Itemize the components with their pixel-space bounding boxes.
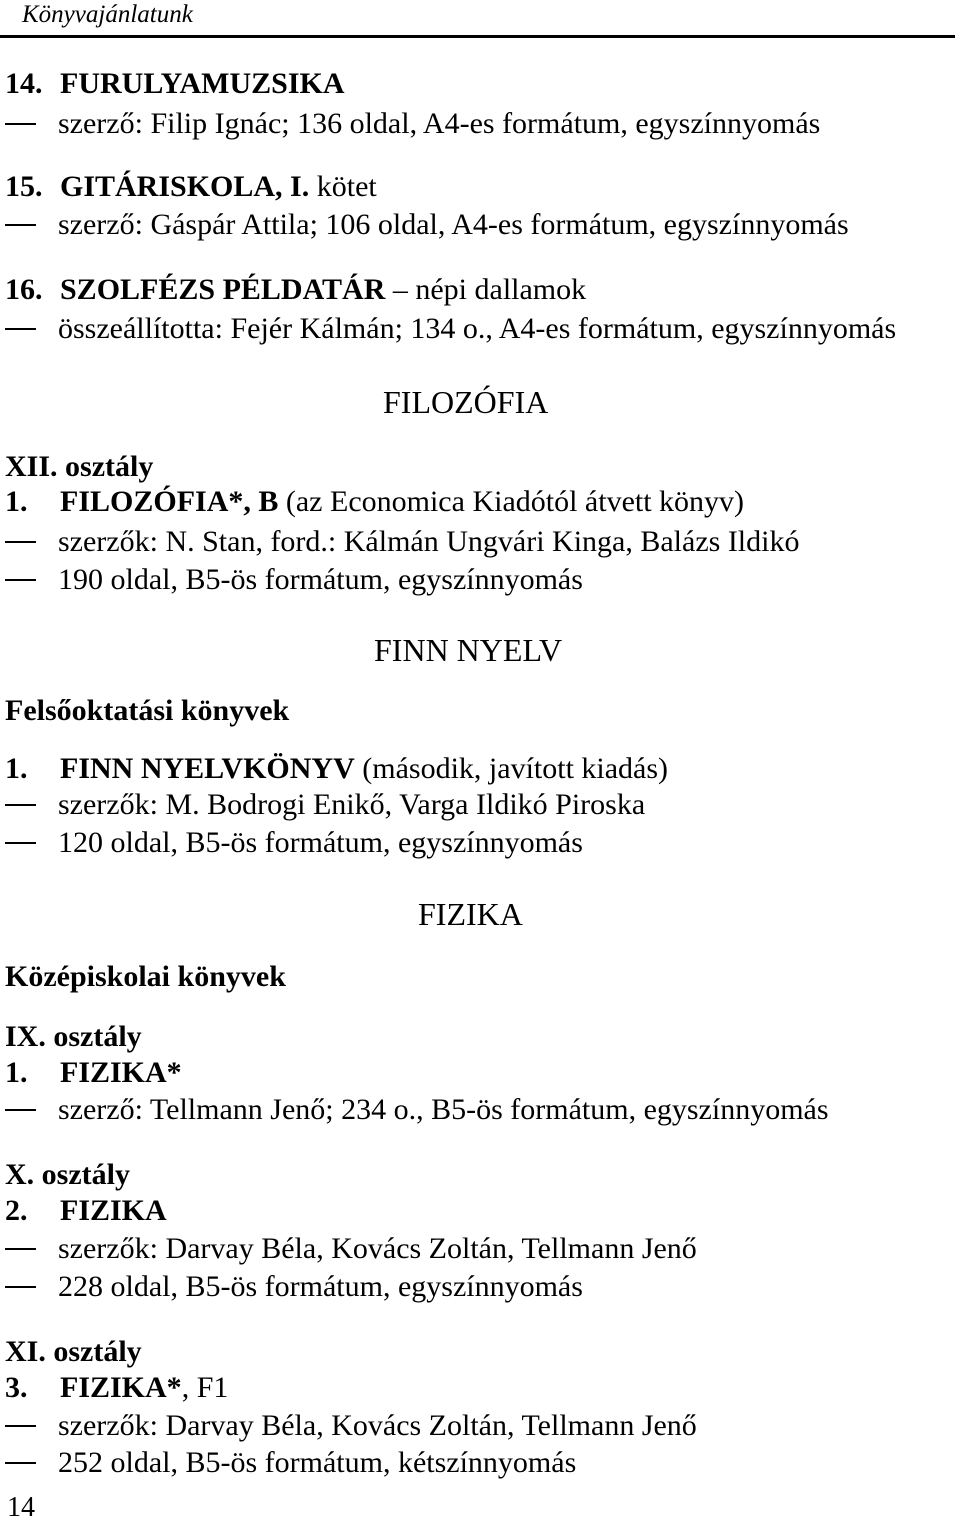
- book-title: FIZIKA*: [60, 1371, 182, 1404]
- item-number: 15.: [5, 170, 43, 203]
- book-detail: szerzők: Darvay Béla, Kovács Zoltán, Tellmann Jenő: [58, 1232, 697, 1265]
- book-title: FIZIKA: [60, 1194, 167, 1227]
- book-detail: 252 oldal, B5-ös formátum, kétszínnyomás: [58, 1446, 577, 1479]
- book-detail: 190 oldal, B5-ös formátum, egyszínnyomás: [58, 563, 583, 596]
- book-title-line: [5, 1370, 228, 1406]
- header-divider: [0, 35, 955, 38]
- section-heading-filozofia: FILOZÓFIA: [383, 384, 549, 420]
- item-number: 2.: [5, 1194, 28, 1227]
- category-label: Felsőoktatási könyvek: [5, 694, 290, 727]
- dash-bullet-icon: [5, 1248, 36, 1250]
- book-title-line: [5, 484, 744, 520]
- book-detail: szerző: Gáspár Attila; 106 oldal, A4-es formátum, egyszínnyomás: [58, 208, 849, 241]
- book-title-rest: (az Economica Kiadótól átvett könyv): [278, 485, 745, 518]
- dash-bullet-icon: [5, 541, 36, 543]
- book-detail: szerző: Tellmann Jenő; 234 o., B5-ös formátum, egyszínnyomás: [58, 1093, 829, 1126]
- book-title-line: [5, 751, 668, 787]
- class-label: IX. osztály: [5, 1020, 142, 1053]
- book-detail: 228 oldal, B5-ös formátum, egyszínnyomás: [58, 1270, 583, 1303]
- book-detail: szerzők: N. Stan, ford.: Kálmán Ungvári Kinga, Balázs Ildikó: [58, 525, 800, 558]
- class-label: X. osztály: [5, 1158, 130, 1191]
- dash-bullet-icon: [5, 804, 36, 806]
- book-detail: szerzők: M. Bodrogi Enikő, Varga Ildikó Piroska: [58, 788, 646, 821]
- page-number: 14: [7, 1492, 35, 1523]
- book-title-rest: – népi dallamok: [385, 273, 587, 306]
- dash-bullet-icon: [5, 328, 36, 330]
- dash-bullet-icon: [5, 842, 36, 844]
- dash-bullet-icon: [5, 1109, 36, 1111]
- section-heading-fizika: FIZIKA: [418, 896, 523, 932]
- book-title-line: [5, 1055, 182, 1091]
- book-title-rest: (második, javított kiadás): [354, 752, 669, 785]
- book-detail: szerző: Filip Ignác; 136 oldal, A4-es formátum, egyszínnyomás: [58, 107, 821, 140]
- item-number: 1.: [5, 752, 28, 785]
- book-title: FIZIKA*: [60, 1056, 182, 1089]
- item-number: 1.: [5, 485, 28, 518]
- book-title-rest: , F1: [181, 1371, 229, 1404]
- class-label: XII. osztály: [5, 450, 154, 483]
- book-title-line: [5, 66, 345, 102]
- book-detail: összeállította: Fejér Kálmán; 134 o., A4-es formátum, egyszínnyomás: [58, 312, 897, 345]
- item-number: 1.: [5, 1056, 28, 1089]
- book-title-line: [5, 169, 377, 205]
- dash-bullet-icon: [5, 1462, 36, 1464]
- class-label: XI. osztály: [5, 1335, 142, 1368]
- running-header: Könyvajánlatunk: [22, 1, 193, 28]
- section-heading-finn-nyelv: FINN NYELV: [374, 632, 563, 668]
- book-title: FURULYAMUZSIKA: [60, 67, 345, 100]
- book-title-rest: kötet: [309, 170, 377, 203]
- dash-bullet-icon: [5, 579, 36, 581]
- dash-bullet-icon: [5, 1425, 36, 1427]
- book-title: FINN NYELVKÖNYV: [60, 752, 355, 785]
- item-number: 14.: [5, 67, 43, 100]
- item-number: 3.: [5, 1371, 28, 1404]
- dash-bullet-icon: [5, 224, 36, 226]
- book-title-line: [5, 1193, 167, 1229]
- book-detail: szerzők: Darvay Béla, Kovács Zoltán, Tellmann Jenő: [58, 1409, 697, 1442]
- book-title: SZOLFÉZS PÉLDATÁR: [60, 273, 386, 306]
- category-label: Középiskolai könyvek: [5, 960, 286, 993]
- book-title-line: [5, 272, 586, 308]
- book-detail: 120 oldal, B5-ös formátum, egyszínnyomás: [58, 826, 583, 859]
- item-number: 16.: [5, 273, 43, 306]
- dash-bullet-icon: [5, 123, 36, 125]
- book-title: GITÁRISKOLA, I.: [60, 170, 310, 203]
- book-title: FILOZÓFIA*, B: [60, 485, 279, 518]
- dash-bullet-icon: [5, 1286, 36, 1288]
